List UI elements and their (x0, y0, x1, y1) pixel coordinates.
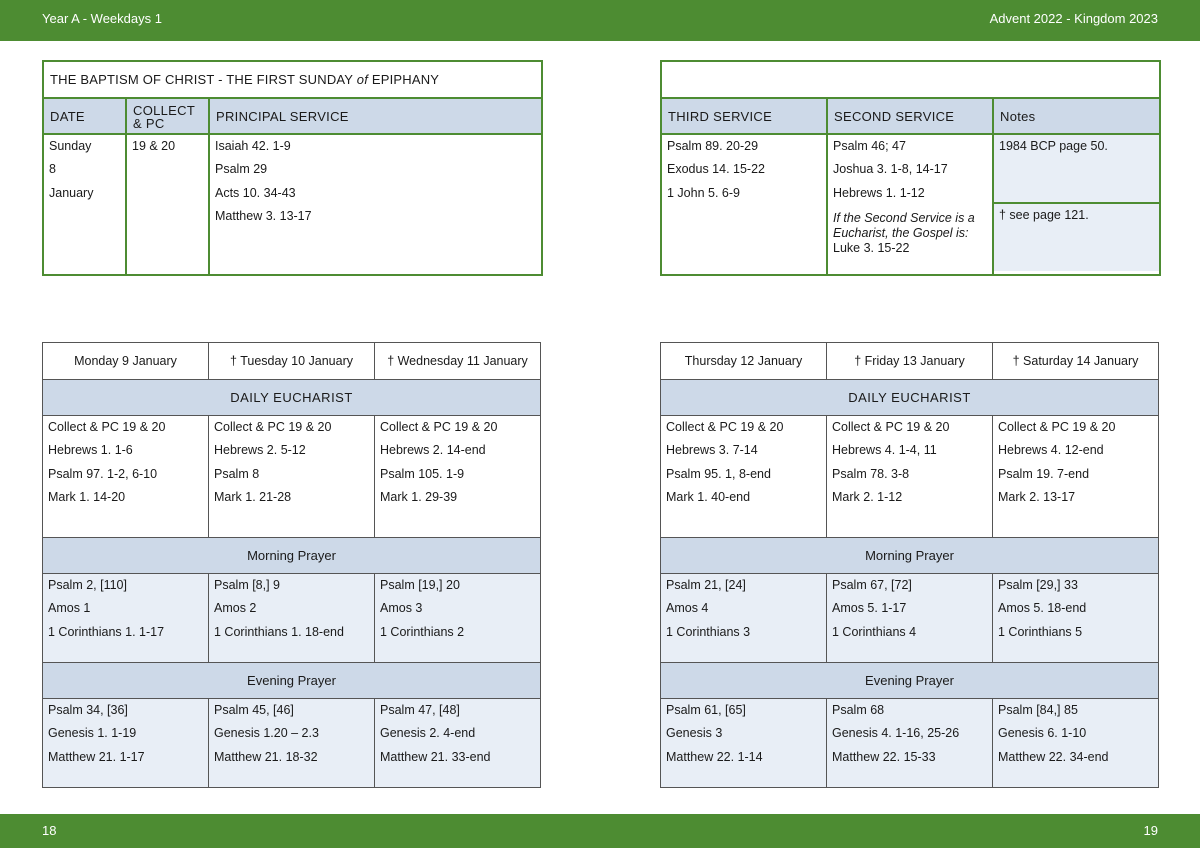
header-bar (0, 0, 1200, 41)
notes-bcp: 1984 BCP page 50. (994, 135, 1159, 204)
morning-prayer-cell: Psalm 21, [24] Amos 4 1 Corinthians 3 (661, 574, 827, 663)
page-number-right: 19 (1143, 823, 1158, 838)
eucharist-cell: Collect & PC 19 & 20 Hebrews 2. 14-end Psalm 105. 1-9 Mark 1. 29-39 (375, 416, 541, 538)
day-header: † Wednesday 11 January (375, 343, 541, 380)
date-cell: Sunday 8 January (43, 134, 126, 275)
header-right-text: Advent 2022 - Kingdom 2023 (989, 11, 1158, 26)
second-service-note: If the Second Service is a Eucharist, the Gospel is: (833, 211, 975, 241)
third-readings-cell: Psalm 89. 20-29 Exodus 14. 15-22 1 John 5. 6-9 (661, 134, 827, 275)
second-readings-cell: Psalm 46; 47 Joshua 3. 1-8, 14-17 Hebrews 1. 1-12 If the Second Service is a Eucharist, the Gospel is: Luke 3. 15-22 (827, 134, 993, 275)
evening-prayer-cell: Psalm 34, [36] Genesis 1. 1-19 Matthew 21. 1-17 (43, 699, 209, 788)
col-header-date: DATE (43, 98, 126, 134)
notes-see-page: † see page 121. (994, 204, 1159, 271)
section-evening-prayer: Evening Prayer (43, 663, 541, 699)
evening-prayer-cell: Psalm 45, [46] Genesis 1.20 – 2.3 Matthew 21. 18-32 (209, 699, 375, 788)
morning-prayer-cell: Psalm [29,] 33 Amos 5. 18-end 1 Corinthians 5 (993, 574, 1159, 663)
col-header-notes: Notes (993, 98, 1160, 134)
day-header: † Tuesday 10 January (209, 343, 375, 380)
sunday-title-blank (661, 61, 1160, 98)
section-daily-eucharist: DAILY EUCHARIST (43, 380, 541, 416)
second-service-gospel: Luke 3. 15-22 (833, 241, 910, 256)
evening-prayer-cell: Psalm 68 Genesis 4. 1-16, 25-26 Matthew 22. 15-33 (827, 699, 993, 788)
principal-readings-cell: Isaiah 42. 1-9 Psalm 29 Acts 10. 34-43 Matthew 3. 13-17 (209, 134, 542, 275)
section-morning-prayer: Morning Prayer (661, 538, 1159, 574)
eucharist-cell: Collect & PC 19 & 20 Hebrews 1. 1-6 Psalm 97. 1-2, 6-10 Mark 1. 14-20 (43, 416, 209, 538)
section-evening-prayer: Evening Prayer (661, 663, 1159, 699)
section-morning-prayer: Morning Prayer (43, 538, 541, 574)
morning-prayer-cell: Psalm 2, [110] Amos 1 1 Corinthians 1. 1-17 (43, 574, 209, 663)
day-header: † Friday 13 January (827, 343, 993, 380)
header-left-text: Year A - Weekdays 1 (42, 11, 162, 26)
page-number-left: 18 (42, 823, 57, 838)
weekday-table-left (42, 342, 541, 788)
evening-prayer-cell: Psalm [84,] 85 Genesis 6. 1-10 Matthew 22. 34-end (993, 699, 1159, 788)
sunday-title: THE BAPTISM OF CHRIST - THE FIRST SUNDAY of EPIPHANY (43, 61, 542, 98)
morning-prayer-cell: Psalm 67, [72] Amos 5. 1-17 1 Corinthians 4 (827, 574, 993, 663)
eucharist-cell: Collect & PC 19 & 20 Hebrews 2. 5-12 Psalm 8 Mark 1. 21-28 (209, 416, 375, 538)
col-header-second: SECOND SERVICE (827, 98, 993, 134)
sunday-table-left (42, 60, 543, 276)
weekday-table-right (660, 342, 1159, 788)
eucharist-cell: Collect & PC 19 & 20 Hebrews 4. 1-4, 11 Psalm 78. 3-8 Mark 2. 1-12 (827, 416, 993, 538)
morning-prayer-cell: Psalm [19,] 20 Amos 3 1 Corinthians 2 (375, 574, 541, 663)
eucharist-cell: Collect & PC 19 & 20 Hebrews 4. 12-end Psalm 19. 7-end Mark 2. 13-17 (993, 416, 1159, 538)
day-header: Monday 9 January (43, 343, 209, 380)
col-header-collect: COLLECT & PC (126, 98, 209, 134)
morning-prayer-cell: Psalm [8,] 9 Amos 2 1 Corinthians 1. 18-end (209, 574, 375, 663)
collect-cell: 19 & 20 (126, 134, 209, 275)
footer-bar (0, 814, 1200, 848)
section-daily-eucharist: DAILY EUCHARIST (661, 380, 1159, 416)
day-header: † Saturday 14 January (993, 343, 1159, 380)
eucharist-cell: Collect & PC 19 & 20 Hebrews 3. 7-14 Psalm 95. 1, 8-end Mark 1. 40-end (661, 416, 827, 538)
evening-prayer-cell: Psalm 47, [48] Genesis 2. 4-end Matthew 21. 33-end (375, 699, 541, 788)
notes-cell (993, 134, 1160, 275)
sunday-table-right (660, 60, 1161, 276)
col-header-third: THIRD SERVICE (661, 98, 827, 134)
col-header-principal: PRINCIPAL SERVICE (209, 98, 542, 134)
day-header: Thursday 12 January (661, 343, 827, 380)
evening-prayer-cell: Psalm 61, [65] Genesis 3 Matthew 22. 1-14 (661, 699, 827, 788)
